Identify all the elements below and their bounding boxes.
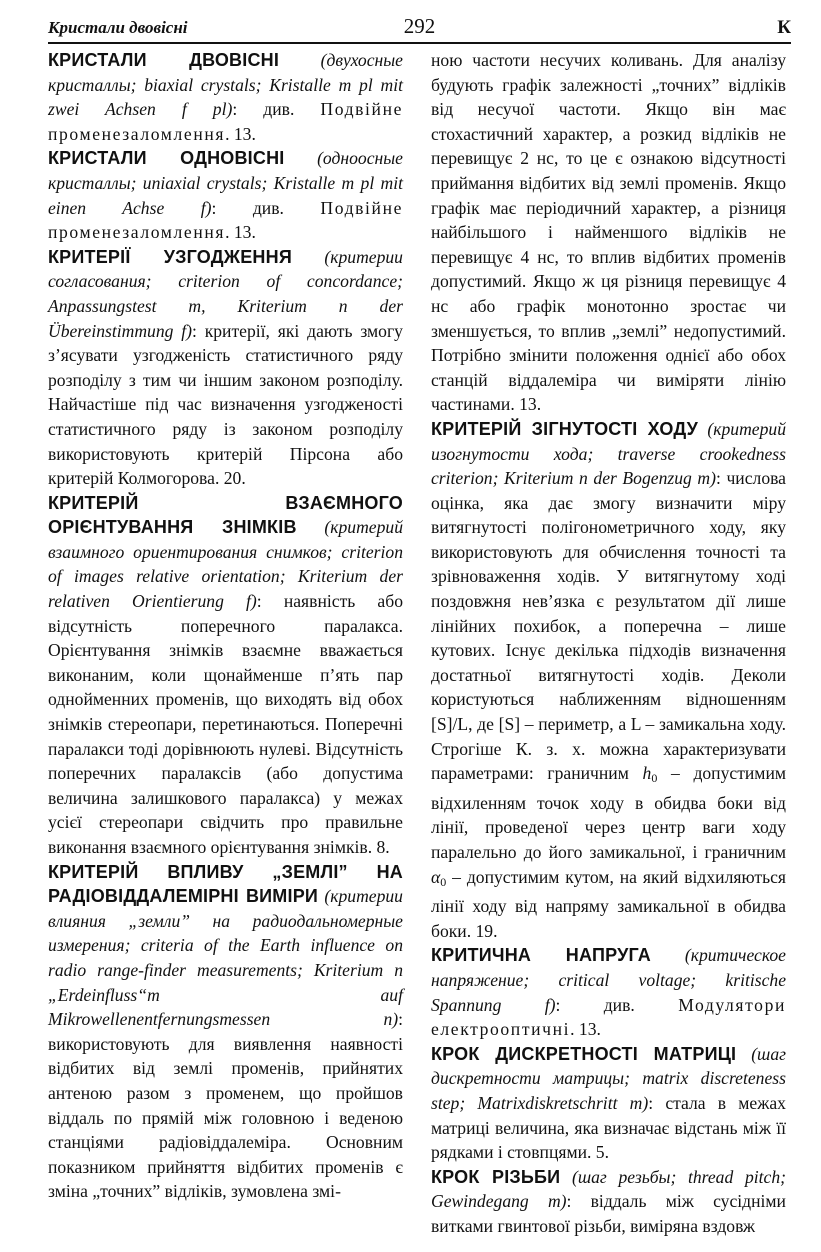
entry-kryterii-vzaiemnoho-oriientuvannia	[48, 491, 403, 860]
subscript-zero: 0	[651, 771, 658, 786]
entry-translations: (критерии согласования; criterion of concordance; Anpassungstest m, Kriterium n der Übereinstimmung f)	[48, 246, 403, 341]
source-number: . 13.	[570, 1019, 601, 1040]
running-title: Кристали двовісні	[48, 18, 188, 37]
see-label: : див.	[232, 99, 295, 120]
entry-translations: (шаг резьбы; thread pitch; Gewindegang m)	[431, 1166, 786, 1212]
page-header	[48, 14, 791, 44]
entry-kristaly-dvovisni	[48, 48, 403, 146]
see-label: : див.	[211, 197, 284, 218]
header-rule	[48, 42, 791, 44]
entry-definition: : числова оцінка, яка дає змогу визначити міру витягнутості полігонометричного ходу, яку використовують для обчислення точності та зрівноваження ходів. У витягнутому ході поздовжня нев’язка є результатом дії лише лінійних похибок, а поперечна – лише кутових. Існує декілька підходів визначення достатньої витягнутості ходів. Деколи користуються наближенням відношенням [S]/L, де [S] – периметр, а L – замикальна ходу. Строгіше К. з. х. можна характеризувати параметрами: граничним	[431, 468, 786, 784]
cross-reference: Подвійне променезаломлення	[48, 99, 403, 144]
entry-krok-dyskretnosti-matrytsi	[431, 1042, 786, 1165]
entry-term: КРИТЕРІЙ ВЗАЄМНОГО ОРІЄНТУВАННЯ ЗНІМКІВ	[48, 492, 403, 538]
entry-term: КРИТЕРІЙ ВПЛИВУ „ЗЕМЛІ” НА РАДІОВІДДАЛЕМІРНІ ВИМІРИ	[48, 861, 403, 907]
entry-definition-cont: – допустимим відхиленням точок ходу в обидва боки від лінії, проведеної через центр ваги ходу паралельно до його замикальної, і граничним	[431, 763, 786, 862]
entry-kryterii-vplyvu-zemli	[48, 860, 403, 1204]
symbol-alpha: α	[431, 866, 441, 887]
entry-kryterii-uzgodzhennia	[48, 245, 403, 491]
cross-reference: Подвійне променезаломлення	[48, 197, 403, 243]
cross-reference: Модулятори електрооптичні	[431, 994, 786, 1040]
entry-definition: : стала в межах матриці величина, яка визначає відстань між її рядками і стовпцями. 5.	[431, 1092, 786, 1163]
source-number: . 13.	[225, 123, 256, 144]
see-label: : див.	[555, 994, 635, 1015]
entry-translations: (критическое напряжение; critical voltage; kritische Spannung f)	[431, 945, 786, 1015]
entry-definition: : наявність або відсутність поперечного паралакса. Орієнтування знімків взаємне вважається виконаним, коли щонайменше п’ять пар однойменних променів, що виходять від обох знімків стереопари, перетинаються. Поперечні паралакси тоді дорівнюють нулеві. Відсутність поперечних паралаксів (або допустима величина залишкового паралакса) у межах усієї стереопари свідчить про правильне виконання взаємного орієнтування знімків. 8.	[48, 591, 403, 857]
page-number: 292	[403, 14, 436, 38]
entry-translations: (шаг дискретности матрицы; matrix discreteness step; Matrixdiskretschritt m)	[431, 1043, 786, 1113]
subscript-zero: 0	[440, 874, 447, 889]
source-number: . 13.	[225, 222, 256, 243]
entry-translations: (двухосные кристаллы; biaxial crystals; Kristalle m pl mit zwei Achsen f pl)	[48, 50, 403, 120]
right-column	[431, 48, 786, 1239]
entry-term: КРИТЕРІЇ УЗГОДЖЕННЯ	[48, 246, 292, 267]
entry-translations: (критерий взаимного ориентирования снимков; criterion of images relative orientation; Kriterium der relativen Orientierung f)	[48, 517, 403, 612]
entry-translations: (одноосные кристаллы; uniaxial crystals; Kristalle m pl mit einen Achse f)	[48, 148, 403, 218]
entry-kryterii-zihnutosti-khodu	[431, 417, 786, 943]
section-letter: К	[777, 17, 791, 38]
entry-term: КРИТЕРІЙ ЗІГНУТОСТІ ХОДУ	[431, 418, 698, 439]
entry-definition: : критерії, які дають змогу з’ясувати узгодженість статистичного ряду розподілу з тим чи іншим законом розподілу. Найчастіше під час визначення узгодженості статистичного ряду із законом розподілу використовують критерій Пірсона або критерій Колмогорова. 20.	[48, 320, 403, 489]
entry-term: КРОК ДИСКРЕТНОСТІ МАТРИЦІ	[431, 1043, 737, 1064]
entry-term: КРИТИЧНА НАПРУГА	[431, 945, 651, 966]
entry-translations: (критерии влияния „земли” на радиодальномерные измерения; criteria of the Earth influence on radio range-finder measurements; Kriterium n „Erdeinfluss“m auf Mikrowellenentfernungsmessen n)	[48, 886, 403, 1030]
entry-term: КРОК РІЗЬБИ	[431, 1166, 561, 1187]
entry-definition: : використовують для виявлення наявності відбитих від землі променів, прийнятих антеною разом з променем, що пройшов віддаль по прямій між головною і веденою станціями радіовіддалеміра. Основним показником прийняття відбитих променів є зміна „точних” відліків, зумовлена змі-	[48, 1009, 403, 1202]
left-column	[48, 48, 403, 1204]
entry-definition-end: – допустимим кутом, на який відхиляються лінії ходу від напряму замикальної в обидва боки. 19.	[431, 866, 786, 941]
entry-translations: (критерий изогнутости хода; traverse crookedness criterion; Kriterium n der Bogenzug m)	[431, 418, 786, 489]
entry-kristaly-odnovisni	[48, 146, 403, 244]
entry-definition: : віддаль між сусідніми витками гвинтової різьби, виміряна вздовж	[431, 1191, 786, 1236]
entry-term: КРИСТАЛИ ДВОВІСНІ	[48, 50, 280, 70]
entry-krytychna-napruha	[431, 943, 786, 1041]
entry-term: КРИСТАЛИ ОДНОВІСНІ	[48, 148, 285, 169]
entry-continuation: ною частоти несучих коливань. Для аналізу будують графік залежності „точних” відліків від несучої частоти. Якщо він має стохастичний характер, а розкид відліків не перевищує 2 нс, то це є ознакою відсутності приймання відбитих від землі променів. Якщо графік має періодичний характер, а різниця найбільшого і найменшого відліків не перевищує 4 нс, то вплив відбитих променів допустимий. Якщо ж ця різниця перевищує 4 нс або графік монотонно зростає чи зменшується, то вплив „землі” недопустимий. Потрібно змінити положення однієї або обох станцій віддалеміра чи виміряти лінію частинами. 13.	[431, 50, 786, 415]
symbol-h: h	[642, 763, 652, 784]
entry-krok-rizby	[431, 1165, 786, 1239]
